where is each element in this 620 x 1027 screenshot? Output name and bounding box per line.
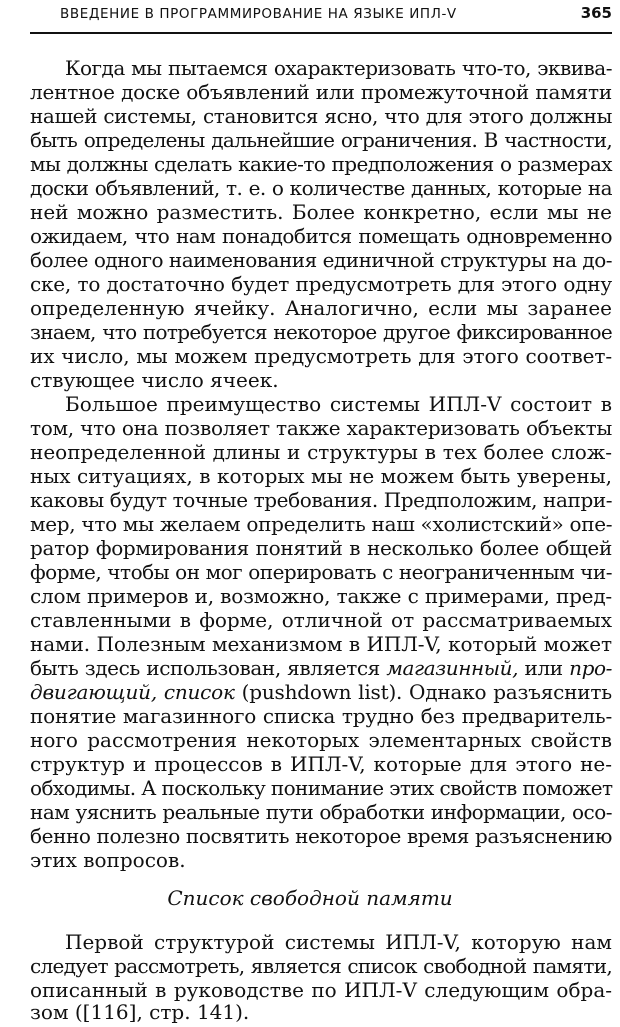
paragraph-line: том, что она позволяет также характеризовать объекты [30,416,612,440]
paragraph-line: ске, то достаточно будет предусмотреть для этого одну [30,272,612,296]
paragraph-line: ставленными в форме, отличной от рассматриваемых [30,608,612,632]
paragraph-line: ного рассмотрения некоторых элементарных свойств [30,728,612,752]
paragraph-line: ратор формирования понятий в несколько более общей [30,536,612,560]
paragraph-line: Когда мы пытаемся охарактеризовать что-то, эквива- [65,56,612,80]
paragraph-line: нам уяснить реальные пути обработки информации, осо- [30,800,612,824]
paragraph-line: быть определены дальнейшие ограничения. В частности, [30,128,612,152]
paragraph-line: ней можно разместить. Более конкретно, если мы не [30,200,612,224]
header-rule [30,32,612,34]
paragraph-line: форме, чтобы он мог оперировать с неограниченным чи- [30,560,612,584]
paragraph-line: описанный в руководстве по ИПЛ-V следующим обра- [30,978,612,1002]
paragraph-line: нами. Полезным механизмом в ИПЛ-V, который может [30,632,612,656]
paragraph-line: нашей системы, становится ясно, что для этого должны [30,104,612,128]
section-heading: Список свободной памяти [167,886,453,910]
paragraph-line: лентное доске объявлений или промежуточной памяти [30,80,612,104]
paragraph-line: бенно полезно посвятить некоторое время разъяснению [30,824,612,848]
paragraph-line: более одного наименования единичной структуры на до- [30,248,612,272]
running-title: ВВЕДЕНИЕ В ПРОГРАММИРОВАНИЕ НА ЯЗЫКЕ ИПЛ-V [60,6,457,22]
running-head [30,2,612,28]
italic-term: магазинный, [386,656,519,680]
paragraph-line: мер, что мы желаем определить наш «холистский» опе- [30,512,613,536]
italic-term: двигающий, список [30,680,235,704]
paragraph-line: обходимы. А поскольку понимание этих свойств поможет [30,776,613,800]
paragraph-line: каковы будут точные требования. Предположим, напри- [30,488,613,512]
paragraph-line: ожидаем, что нам понадобится помещать одновременно [30,224,612,248]
paragraph-line: этих вопросов. [30,848,186,872]
italic-term: про- [569,656,612,680]
paragraph-line: зом ([116], стр. 141). [30,1000,250,1024]
paragraph-line: ствующее число ячеек. [30,368,279,392]
paragraph-line: доски объявлений, т. е. о количестве данных, которые на [30,176,612,200]
paragraph-line: структур и процессов в ИПЛ-V, которые для этого не- [30,752,612,776]
line-text: быть здесь использован, является [30,656,387,680]
paragraph-line: следует рассмотреть, является список свободной памяти, [30,954,612,978]
paragraph-line: Первой структурой системы ИПЛ-V, которую нам [65,930,612,954]
page-number: 365 [580,4,612,22]
line-text: (pushdown list). Однако разъяснить [234,680,612,704]
paragraph-line: их число, мы можем предусмотреть для этого соответ- [30,344,612,368]
paragraph-line: слом примеров и, возможно, также с примерами, пред- [30,584,612,608]
paragraph-line: знаем, что потребуется некоторое другое фиксированное [30,320,612,344]
paragraph-line: ных ситуациях, в которых мы не можем быть уверены, [30,464,612,488]
paragraph-line: неопределенной длины и структуры в тех более слож- [30,440,612,464]
paragraph-line: определенную ячейку. Аналогично, если мы заранее [30,296,612,320]
line-text: или [518,656,570,680]
paragraph-line: мы должны сделать какие-то предположения о размерах [30,152,612,176]
paragraph-line [30,680,612,704]
paragraph-line [30,656,612,680]
paragraph-line: Большое преимущество системы ИПЛ-V состоит в [65,392,612,416]
paragraph-line: понятие магазинного списка трудно без предваритель- [30,704,612,728]
